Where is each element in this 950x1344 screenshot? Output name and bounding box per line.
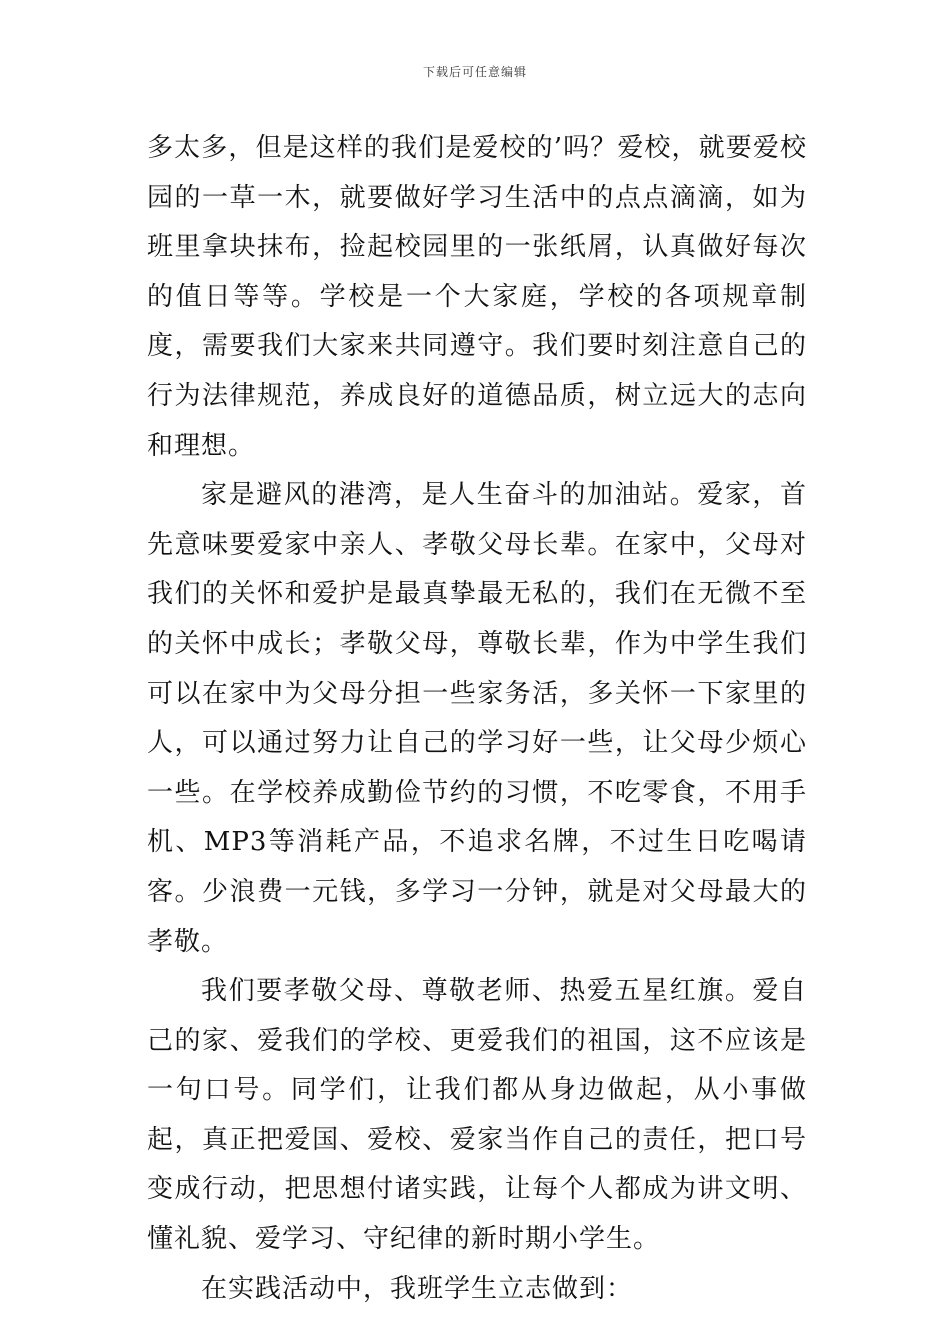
paragraph-3: 我们要孝敬父母、尊敬老师、热爱五星红旗。爱自己的家、爱我们的学校、更爱我们的祖国，这不应该是一句口号。同学们，让我们都从身边做起，从小事做起，真正把爱国、爱校、爱家当作自己的责任，把口号变成行动，把思想付诸实践，让每个人都成为讲文明、懂礼貌、爱学习、守纪律的新时期小学生。 — [147, 976, 807, 1255]
page-header-note: 下载后可任意编辑 — [422, 65, 527, 79]
paragraph-4: 在实践活动中，我班学生立志做到： — [201, 1273, 634, 1304]
document-body — [147, 124, 807, 1314]
paragraph-2: 家是避风的港湾，是人生奋斗的加油站。爱家，首先意味要爱家中亲人、孝敬父母长辈。在家中，父母对我们的关怀和爱护是最真挚最无私的，我们在无微不至的关怀中成长；孝敬父母，尊敬长辈，作为中学生我们可以在家中为父母分担一些家务活，多关怀一下家里的人，可以通过努力让自己的学习好一些，让父母少烦心一些。在学校养成勤俭节约的习惯，不吃零食，不用手机、MP3等消耗产品，不追求名牌，不过生日吃喝请客。少浪费一元钱，多学习一分钟，就是对父母最大的孝敬。 — [147, 480, 807, 957]
paragraph-1: 多太多，但是这样的我们是爱校的’吗？爱校，就要爱校园的一草一木，就要做好学习生活中的点点滴滴，如为班里拿块抹布，捡起校园里的一张纸屑，认真做好每次的值日等等。学校是一个大家庭，学校的各项规章制度，需要我们大家来共同遵守。我们要时刻注意自己的行为法律规范，养成良好的道德品质，树立远大的志向和理想。 — [147, 133, 807, 461]
